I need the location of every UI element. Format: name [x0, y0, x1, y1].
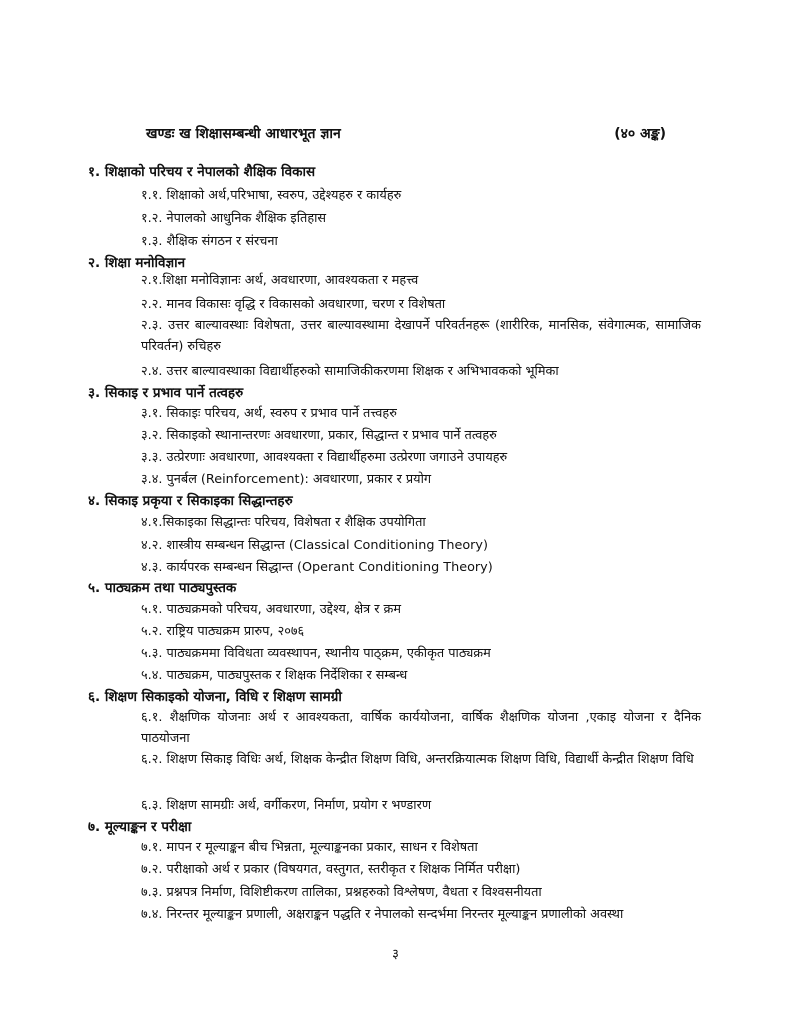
- section-title: ७. मूल्याङ्कन र परीक्षा: [88, 819, 192, 835]
- list-item: ५.३. पाठ्यक्रममा विविधता व्यवस्थापन, स्थानीय पाठ्क्रम, एकीकृत पाठ्यक्रम: [141, 646, 491, 661]
- list-item: ३.२. सिकाइको स्थानान्तरणः अवधारणा, प्रकार, सिद्धान्त र प्रभाव पार्ने तत्वहरु: [141, 428, 497, 443]
- list-item: ५.१. पाठ्यक्रमको परिचय, अवधारणा, उद्देश्य, क्षेत्र र क्रम: [141, 602, 402, 617]
- list-item: ४.१.सिकाइका सिद्धान्तः परिचय, विशेषता र शैक्षिक उपयोगिता: [141, 515, 426, 530]
- list-item: ७.४. निरन्तर मूल्याङ्कन प्रणाली, अक्षराङ्कन पद्धति र नेपालको सन्दर्भमा निरन्तर मूल्याङ्कन प्रणालीको अवस्था: [141, 907, 624, 922]
- list-item: १.३. शैक्षिक संगठन र संरचना: [141, 234, 278, 249]
- list-item: ७.३. प्रश्नपत्र निर्माण, विशिष्टीकरण तालिका, प्रश्नहरुको विश्लेषण, वैधता र विश्वसनीयता: [141, 885, 542, 900]
- list-item: ४.३. कार्यपरक सम्बन्धन सिद्धान्त (Operant Conditioning Theory): [141, 560, 493, 575]
- list-item: १.१. शिक्षाको अर्थ,परिभाषा, स्वरुप, उद्देश्यहरु र कार्यहरु: [141, 188, 402, 203]
- list-item: ५.४. पाठ्यक्रम, पाठ्यपुस्तक र शिक्षक निर्देशिका र सम्बन्ध: [141, 668, 408, 683]
- list-item: ३.१. सिकाइः परिचय, अर्थ, स्वरुप र प्रभाव पार्ने तत्त्वहरु: [141, 406, 397, 421]
- list-item: १.२. नेपालको आधुनिक शैक्षिक इतिहास: [141, 211, 327, 226]
- list-item: २.२. मानव विकासः वृद्धि र विकासको अवधारणा, चरण र विशेषता: [141, 297, 446, 312]
- list-item: २.४. उत्तर बाल्यावस्थाका विद्यार्थीहरुको सामाजिकीकरणमा शिक्षक र अभिभावकको भूमिका: [141, 364, 559, 379]
- list-item: ६.२. शिक्षण सिकाइ विधिः अर्थ, शिक्षक केन्द्रीत शिक्षण विधि, अन्तरक्रियात्मक शिक्षण विधि, विद्यार्थी केन्द्रीत शिक्षण विधि: [141, 752, 694, 767]
- list-item: २.३. उत्तर बाल्यावस्थाः विशेषता, उत्तर बाल्यावस्थामा देखापर्ने परिवर्तनहरू (शारीरिक, मानसिक, संवेगात्मक, सामाजिक परिवर्तन) रुचिहरु: [141, 318, 701, 354]
- section-title: २. शिक्षा मनोविज्ञान: [88, 255, 186, 271]
- list-item: ७.२. परीक्षाको अर्थ र प्रकार (विषयगत, वस्तुगत, स्तरीकृत र शिक्षक निर्मित परीक्षा): [141, 862, 521, 877]
- section-title: ६. शिक्षण सिकाइको योजना, विधि र शिक्षण सामग्री: [88, 689, 342, 705]
- list-item: ६.१. शैक्षणिक योजनाः अर्थ र आवश्यकता, वार्षिक कार्ययोजना, वार्षिक शैक्षणिक योजना ,एकाइ योजना र दैनिक पाठयोजना: [141, 710, 701, 746]
- section-title: ४. सिकाइ प्रकृया र सिकाइका सिद्धान्तहरु: [88, 493, 293, 509]
- list-item: २.१.शिक्षा मनोविज्ञानः अर्थ, अवधारणा, आवश्यकता र महत्त्व: [141, 273, 419, 288]
- list-item: ७.१. मापन र मूल्याङ्कन बीच भिन्नता, मूल्याङ्कनका प्रकार, साधन र विशेषता: [141, 840, 478, 855]
- page-number: ३: [392, 947, 399, 962]
- list-item: ४.२. शास्त्रीय सम्बन्धन सिद्धान्त (Classical Conditioning Theory): [141, 538, 488, 553]
- header-title: खण्डः ख शिक्षासम्बन्धी आधारभूत ज्ञान: [146, 126, 341, 142]
- list-item: ३.४. पुनर्बल (Reinforcement): अवधारणा, प्रकार र प्रयोग: [141, 472, 432, 487]
- section-title: ३. सिकाइ र प्रभाव पार्ने तत्वहरु: [88, 385, 244, 401]
- list-item: ६.३. शिक्षण सामग्रीः अर्थ, वर्गीकरण, निर्माण, प्रयोग र भण्डारण: [141, 798, 432, 813]
- section-header: [146, 124, 666, 143]
- header-marks: (४० अङ्क): [614, 126, 666, 142]
- section-title: १. शिक्षाको परिचय र नेपालको शैक्षिक विकास: [88, 164, 316, 180]
- section-title: ५. पाठ्यक्रम तथा पाठ्यपुस्तक: [88, 580, 237, 596]
- list-item: ५.२. राष्ट्रिय पाठ्यक्रम प्रारुप, २०७६: [141, 624, 305, 639]
- list-item: ३.३. उत्प्रेरणाः अवधारणा, आवश्यक्ता र विद्यार्थीहरुमा उत्प्रेरणा जगाउने उपायहरु: [141, 450, 508, 465]
